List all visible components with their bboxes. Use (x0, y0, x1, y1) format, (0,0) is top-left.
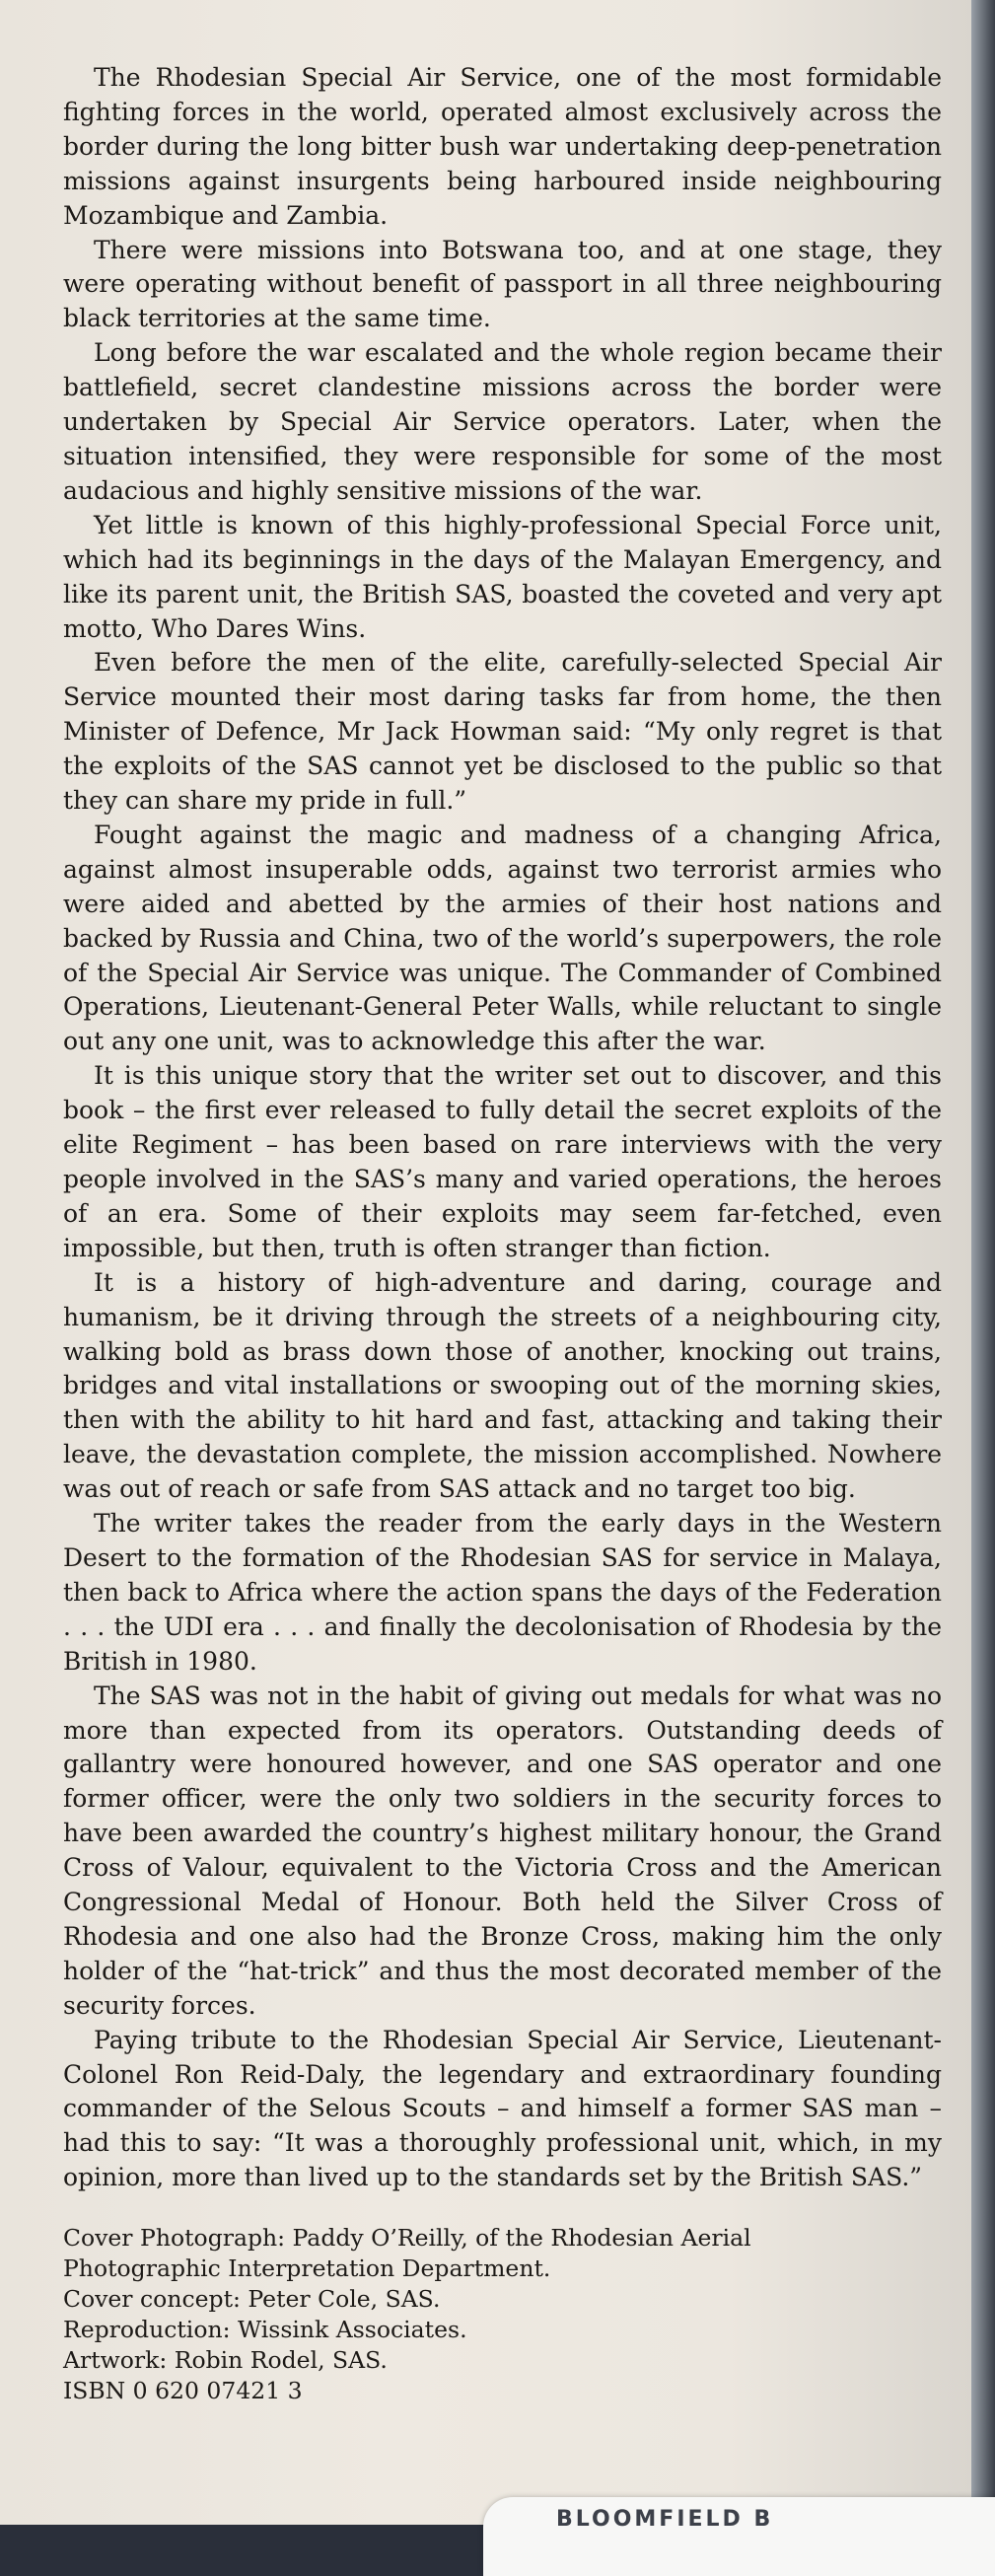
blurb-text (63, 61, 942, 2195)
blurb-paragraph-2: There were missions into Botswana too, and at one stage, they were operating without benefit of passport in all three neighbouring black territories at the same time. (63, 235, 942, 333)
credit-artwork: Artwork: Robin Rodel, SAS. (63, 2346, 388, 2375)
credits-block (63, 2223, 942, 2406)
blurb-paragraph-5: Even before the men of the elite, carefully-selected Special Air Service mounted their most daring tasks far from home, the then Minister of Defence, Mr Jack Howman said: “My only regret is that the exploits of the SAS cannot yet be disclosed to the public so that they can share my pride in full.” (63, 648, 942, 816)
isbn: ISBN 0 620 07421 3 (63, 2377, 303, 2405)
blurb-paragraph-9: The writer takes the reader from the early days in the Western Desert to the formation of the Rhodesian SAS for service in Malaya, then back to Africa where the action spans the days of the Federation . . . the UDI era . . . and finally the decolonisation of Rhodesia by the British in 1980. (63, 1509, 942, 1676)
blurb-paragraph-1: The Rhodesian Special Air Service, one of the most formidable fighting forces in the world, operated almost exclusively across the border during the long bitter bush war undertaking deep-penetration missions against insurgents being harboured inside neighbouring Mozambique and Zambia. (63, 63, 942, 230)
credit-reproduction: Reproduction: Wissink Associates. (63, 2316, 467, 2344)
blurb-paragraph-11: Paying tribute to the Rhodesian Special Air Service, Lieutenant-Colonel Ron Reid-Daly, the legendary and extraordinary founding commander of the Selous Scouts – and himself a former SAS man – had this to say: “It was a thoroughly professional unit, which, in my opinion, more than lived up to the standards set by the British SAS.” (63, 2025, 942, 2192)
sticker-label: BLOOMFIELD B (556, 2507, 774, 2532)
price-sticker (483, 2497, 995, 2576)
blurb-paragraph-10: The SAS was not in the habit of giving out medals for what was no more than expected from its operators. Outstanding deeds of gallantry were honoured however, and one SAS operator and one former officer, were the only two soldiers in the security forces to have been awarded the country’s highest military honour, the Grand Cross of Valour, equivalent to the Victoria Cross and the American Congressional Medal of Honour. Both held the Silver Cross of Rhodesia and one also had the Bronze Cross, making him the only holder of the “hat-trick” and thus the most decorated member of the security forces. (63, 1681, 942, 2020)
credit-cover-concept: Cover concept: Peter Cole, SAS. (63, 2285, 441, 2314)
book-spine-edge (971, 0, 995, 2525)
blurb-paragraph-7: It is this unique story that the writer set out to discover, and this book – the first ever released to fully detail the secret exploits of the elite Regiment – has been based on rare interviews with the very people involved in the SAS’s many and varied operations, the heroes of an era. Some of their exploits may seem far-fetched, even impossible, but then, truth is often stranger than fiction. (63, 1061, 942, 1262)
blurb-paragraph-8: It is a history of high-adventure and daring, courage and humanism, be it driving through the streets of a neighbouring city, walking bold as brass down those of another, knocking out trains, bridges and vital installations or swooping out of the morning skies, then with the ability to hit hard and fast, attacking and taking their leave, the devastation complete, the mission accomplished. Nowhere was out of reach or safe from SAS attack and no target too big. (63, 1267, 942, 1504)
credit-cover-photograph: Cover Photograph: Paddy O’Reilly, of the Rhodesian Aerial (63, 2224, 751, 2253)
blurb-paragraph-6: Fought against the magic and madness of a changing Africa, against almost insuperable odds, against two terrorist armies who were aided and abetted by the armies of their host nations and backed by Russia and China, two of the world’s superpowers, the role of the Special Air Service was unique. The Commander of Combined Operations, Lieutenant-General Peter Walls, while reluctant to single out any one unit, was to acknowledge this after the war. (63, 820, 942, 1056)
blurb-paragraph-4: Yet little is known of this highly-professional Special Force unit, which had its beginnings in the days of the Malayan Emergency, and like its parent unit, the British SAS, boasted the coveted and very apt motto, Who Dares Wins. (63, 510, 942, 643)
blurb-paragraph-3: Long before the war escalated and the whole region became their battlefield, secret clandestine missions across the border were undertaken by Special Air Service operators. Later, when the situation intensified, they were responsible for some of the most audacious and highly sensitive missions of the war. (63, 338, 942, 505)
credit-photographic-department: Photographic Interpretation Department. (63, 2254, 551, 2283)
